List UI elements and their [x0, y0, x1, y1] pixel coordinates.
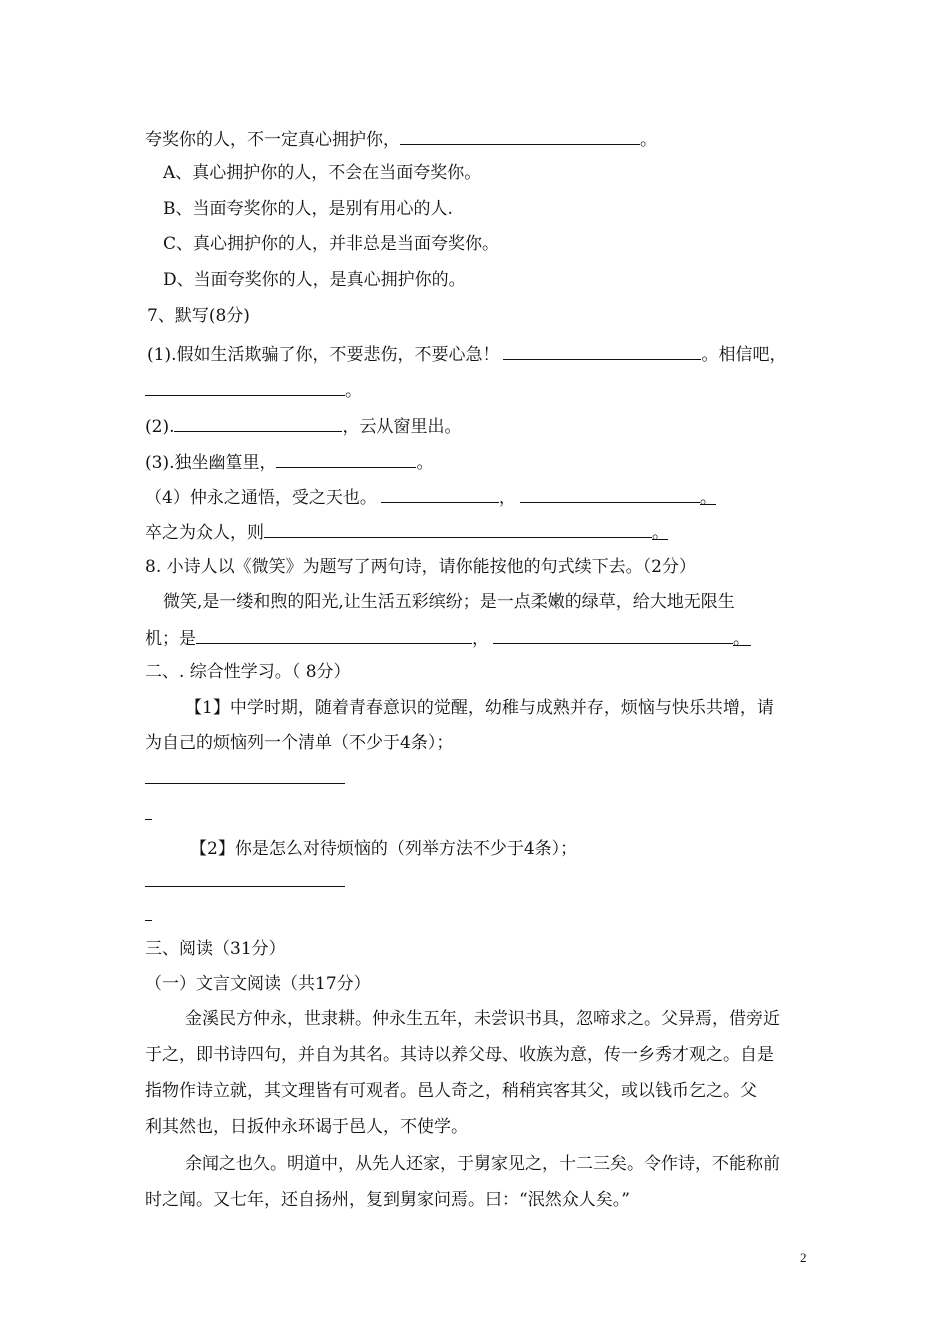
q6-option-c: C、真心拥护你的人，并非总是当面夸奖你。: [163, 234, 500, 254]
q8-p2-text: 机；是: [145, 629, 196, 649]
q7-l4-text-2: ，: [498, 488, 516, 508]
q7-line-1: [147, 341, 786, 367]
q7-l2-text-2: ，云从窗里出。: [342, 417, 462, 437]
q7-l1-blank[interactable]: [503, 341, 701, 360]
sec2-q1-line-2: 为自己的烦恼列一个清单（不少于4条）；: [145, 733, 454, 753]
sec2-q1-answer-dash: [145, 819, 152, 820]
q6-stem-end: 。: [640, 130, 657, 150]
page-number: 2: [800, 1250, 807, 1265]
q6-stem-line: [145, 126, 657, 152]
sec2-q2-answer-dash: [145, 920, 152, 921]
q7-line-3: [145, 449, 433, 475]
passage-p1-line-3: 指物作诗立就，其文理皆有可观者。邑人奇之，稍稍宾客其父，或以钱币乞之。父: [145, 1081, 757, 1101]
q7-l3-blank[interactable]: [276, 449, 416, 468]
q7-l1-text-3: 。: [345, 381, 362, 401]
q7-l5-end: 。: [652, 523, 669, 543]
q7-line-1-cont: [145, 377, 362, 403]
sec3-subtitle: （一）文言文阅读（共17分）: [145, 974, 371, 994]
q7-line-2: [145, 413, 461, 439]
q7-title: 7、默写(8分): [147, 306, 250, 326]
q8-title: 8. 小诗人以《微笑》为题写了两句诗，请你能按他的句式续下去。（2分）: [145, 557, 696, 577]
q6-stem: 夸奖你的人，不一定真心拥护你，: [145, 130, 400, 150]
q8-poem-line-1: 微笑,是一缕和煦的阳光,让生活五彩缤纷；是一点柔嫩的绿草，给大地无限生: [163, 592, 735, 612]
passage-p1-line-2: 于之，即书诗四句，并自为其名。其诗以养父母、收族为意，传一乡秀才观之。自是: [145, 1045, 774, 1065]
section-2-title: 二、. 综合性学习。（ 8分）: [145, 662, 351, 682]
q7-l1-text: (1).假如生活欺骗了你，不要悲伤，不要心急！: [147, 345, 500, 365]
q7-line-5: [145, 519, 668, 545]
sec2-q2-answer-line[interactable]: [145, 886, 345, 887]
q7-l2-text: (2).: [145, 417, 175, 437]
q7-l3-text: (3).独坐幽篁里，: [145, 453, 277, 473]
section-3-title: 三、阅读（31分）: [145, 939, 286, 959]
sec2-q1-answer-line[interactable]: [145, 783, 345, 784]
passage-p2-line-1: 余闻之也久。明道中，从先人还家，于舅家见之，十二三矣。令作诗，不能称前: [185, 1154, 780, 1174]
q7-l5-text: 卒之为众人，则: [145, 523, 264, 543]
q7-l5-blank[interactable]: [264, 519, 652, 538]
q8-blank-1[interactable]: [196, 625, 472, 644]
q6-option-d: D、当面夸奖你的人，是真心拥护你的。: [163, 270, 466, 290]
passage-p2-line-2: 时之闻。又七年，还自扬州，复到舅家问焉。曰：“泯然众人矣。”: [145, 1190, 630, 1210]
q8-p2-sep: ，: [472, 629, 489, 649]
q6-option-b: B、当面夸奖你的人，是别有用心的人.: [163, 199, 453, 219]
q7-l4-blank-2[interactable]: [520, 484, 700, 503]
q7-l2-blank[interactable]: [174, 413, 342, 432]
q7-l3-text-2: 。: [416, 453, 434, 473]
q7-l1-text-2: 。相信吧，: [701, 345, 787, 365]
q7-l1-blank-2[interactable]: [145, 377, 345, 396]
q6-answer-blank[interactable]: [400, 126, 640, 145]
q7-l4-end: 。: [699, 488, 717, 508]
q8-poem-line-2: [145, 625, 751, 651]
passage-p1-line-1: 金溪民方仲永，世隶耕。仲永生五年，未尝识书具，忽啼求之。父异焉，借旁近: [185, 1009, 780, 1029]
sec2-q1-line-1: 【1】中学时期，随着青春意识的觉醒，幼稚与成熟并存，烦恼与快乐共增，请: [185, 698, 774, 718]
q7-line-4: [145, 484, 716, 510]
q6-option-a: A、真心拥护你的人，不会在当面夸奖你。: [163, 163, 482, 183]
q8-end: 。: [733, 629, 750, 649]
q8-blank-2[interactable]: [493, 625, 733, 644]
sec2-q2-line: 【2】你是怎么对待烦恼的（列举方法不少于4条）；: [190, 839, 578, 859]
q7-l4-text: （4）仲永之通悟，受之天也。: [145, 488, 377, 508]
q7-l4-blank[interactable]: [381, 484, 499, 503]
passage-p1-line-4: 利其然也，日扳仲永环谒于邑人，不使学。: [145, 1117, 468, 1137]
